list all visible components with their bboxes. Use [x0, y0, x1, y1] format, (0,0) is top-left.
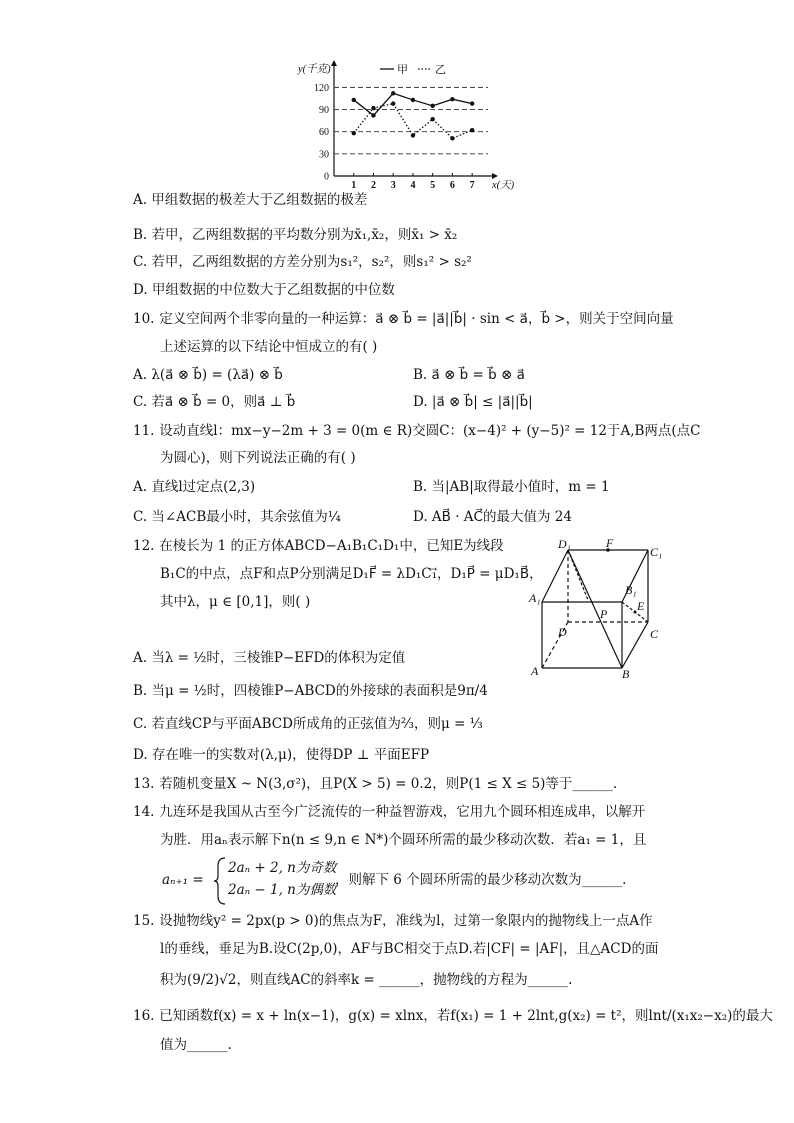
x-tick-label-3: 4	[410, 180, 416, 191]
q14-case-even: 2aₙ − 1, n为偶数	[228, 882, 337, 898]
q10-number: 10.	[133, 311, 155, 327]
q12-stem-line3: 其中λ，μ ∈ [0,1]，则( )	[160, 594, 311, 610]
label-d1: D₁	[558, 537, 571, 551]
x-axis-arrow	[492, 173, 498, 179]
series-1-point-1	[371, 106, 375, 110]
y-axis-arrow	[331, 60, 337, 66]
series-0-point-0	[352, 98, 356, 102]
legend-label-1: 乙	[435, 64, 446, 76]
series-0-point-6	[470, 101, 474, 105]
legend-label-0: 甲	[397, 64, 408, 76]
line-chart	[290, 58, 515, 191]
series-line-0	[354, 93, 472, 115]
q14-brace	[213, 856, 227, 906]
q10-option-d: D. |a⃗ ⊗ b⃗| ≤ |a⃗||b⃗|	[413, 394, 533, 410]
label-f: F	[606, 536, 614, 550]
q16-stem-line2: 值为______.	[160, 1037, 232, 1053]
y-axis-label: y(千克)	[298, 64, 331, 75]
label-c: C	[650, 627, 659, 641]
q11-stem-line2: 为圆心)，则下列说法正确的有( )	[160, 450, 356, 466]
y-tick-label-4: 120	[314, 82, 329, 94]
x-tick-label-4: 5	[430, 180, 436, 191]
q11-option-a: A. 直线l过定点(2,3)	[133, 479, 256, 495]
x-axis-label: x(天)	[492, 180, 515, 191]
q14-stem-line1	[133, 804, 645, 821]
label-d: D	[558, 625, 567, 639]
q12-option-a: A. 当λ = ½时，三棱锥P−EFD的体积为定值	[133, 650, 406, 666]
q14-case-odd: 2aₙ + 2, n为奇数	[228, 860, 337, 876]
diagonal-d1-b	[568, 550, 622, 668]
cube-figure	[528, 538, 668, 680]
q13-text: 若随机变量X ~ N(3,σ²)，且P(X > 5) = 0.2，则P(1 ≤ X ≤ 5)等于______.	[159, 776, 618, 792]
series-1-point-4	[430, 117, 434, 121]
y-tick-label-2: 60	[319, 127, 329, 139]
q13-stem	[133, 776, 617, 793]
y-tick-label-1: 30	[319, 149, 329, 161]
label-b1: B₁	[625, 583, 637, 597]
label-p: P	[600, 607, 608, 621]
q12-option-b: B. 当μ = ½时，四棱锥P−ABCD的外接球的表面积是9π/4	[133, 683, 488, 699]
q10-option-b: B. a⃗ ⊗ b⃗ = b⃗ ⊗ a⃗	[413, 367, 525, 383]
q15-stem-line2: l的垂线，垂足为B.设C(2p,0)，AF与BC相交于点D.若|CF| = |AF|，且△ACD的面	[160, 941, 659, 957]
q11-number: 11.	[133, 423, 155, 439]
q16-stem1: 已知函数f(x) = x + ln(x−1)，g(x) = xlnx，若f(x₁) = 1 + 2lnt,g(x₂) = t²，则lnt/(x₁x₂−x₂)的最大	[159, 1008, 773, 1024]
label-a1: A₁	[529, 591, 541, 605]
series-1-point-3	[411, 133, 415, 137]
q15-stem-line1	[133, 913, 653, 930]
q11-stem-line1	[133, 423, 701, 440]
q14-number: 14.	[133, 804, 155, 820]
q10-option-c: C. 若a⃗ ⊗ b⃗ = 0，则a⃗ ⊥ b⃗	[133, 394, 296, 410]
q14-stem1: 九连环是我国从古至今广泛流传的一种益智游戏，它用九个圆环相连成串，以解开	[159, 804, 646, 820]
label-e: E	[637, 599, 645, 613]
q10-stem1: 定义空间两个非零向量的一种运算：a⃗ ⊗ b⃗ = |a⃗||b⃗| · sin < a⃗，b⃗ >，则关于空间向量	[159, 311, 674, 327]
q13-number: 13.	[133, 776, 155, 792]
series-0-point-4	[430, 104, 434, 108]
y-tick-label-0: 0	[324, 171, 329, 183]
q14-tail: ，则解下 6 个圆环所需的最少移动次数为______.	[335, 872, 627, 888]
x-tick-label-5: 6	[449, 180, 455, 191]
series-1-point-5	[450, 136, 454, 140]
q9-option-a: A. 甲组数据的极差大于乙组数据的极差	[133, 192, 368, 208]
x-tick-label-2: 3	[390, 180, 396, 191]
q10-option-a: A. λ(a⃗ ⊗ b⃗) = (λa⃗) ⊗ b⃗	[133, 367, 283, 383]
series-1-point-0	[352, 131, 356, 135]
label-b: B	[622, 667, 630, 681]
label-c1: C₁	[650, 545, 663, 559]
q15-stem-line3: 积为(9/2)√2，则直线AC的斜率k = ______，抛物线的方程为______.	[160, 972, 573, 988]
q12-stem-line1	[133, 538, 504, 555]
label-a: A	[531, 664, 539, 678]
x-tick-label-6: 7	[469, 180, 475, 191]
q12-option-d: D. 存在唯一的实数对(λ,μ)，使得DP ⊥ 平面EFP	[133, 747, 430, 763]
edge-a1-d1	[542, 550, 568, 602]
q9-option-d: D. 甲组数据的中位数大于乙组数据的中位数	[133, 282, 395, 298]
q11-stem1: 设动直线l：mx−y−2m + 3 = 0(m ∈ R)交圆C：(x−4)² + (y−5)² = 12于A,B两点(点C	[159, 423, 701, 439]
series-0-point-3	[411, 98, 415, 102]
edge-b-c	[622, 622, 648, 668]
q14-piecewise-lhs: aₙ₊₁ =	[162, 872, 204, 888]
q12-stem-line2: B₁C的中点，点F和点P分别满足D₁F⃗ = λD₁C₁⃗，D₁P⃗ = μD₁B⃗，	[160, 566, 543, 582]
series-0-point-1	[371, 113, 375, 117]
q15-stem1: 设抛物线y² = 2px(p > 0)的焦点为F，准线为l，过第一象限内的抛物线上一点A作	[159, 913, 653, 929]
q9-option-c: C. 若甲，乙两组数据的方差分别为s₁²，s₂²，则s₁² > s₂²	[133, 254, 472, 270]
q11-option-b: B. 当|AB|取得最小值时，m = 1	[413, 479, 610, 495]
x-tick-label-0: 1	[351, 180, 357, 191]
series-1-point-2	[391, 101, 395, 105]
q14-stem-line2: 为胜．用aₙ表示解下n(n ≤ 9,n ∈ N*)个圆环所需的最少移动次数．若a₁ = 1，且	[160, 832, 647, 848]
q12-stem1: 在棱长为 1 的正方体ABCD−A₁B₁C₁D₁中，已知E为线段	[159, 538, 504, 554]
q10-stem-line2: 上述运算的以下结论中恒成立的有( )	[160, 339, 378, 355]
q12-number: 12.	[133, 538, 155, 554]
q11-option-d: D. AB⃗ · AC⃗的最大值为 24	[413, 509, 572, 525]
q15-number: 15.	[133, 913, 155, 929]
q16-number: 16.	[133, 1008, 155, 1024]
y-tick-label-3: 90	[319, 105, 329, 117]
q9-option-b: B. 若甲，乙两组数据的平均数分别为x̄₁,x̄₂，则x̄₁ > x̄₂	[133, 227, 458, 243]
q16-stem-line1	[133, 1008, 773, 1025]
q11-option-c: C. 当∠ACB最小时，其余弦值为¼	[133, 509, 341, 525]
series-0-point-5	[450, 97, 454, 101]
series-0-point-2	[391, 91, 395, 95]
q12-option-c: C. 若直线CP与平面ABCD所成角的正弦值为⅔，则μ = ⅓	[133, 716, 483, 732]
q10-stem-line1	[133, 311, 674, 328]
series-1-point-6	[470, 128, 474, 132]
x-tick-label-1: 2	[370, 180, 376, 191]
